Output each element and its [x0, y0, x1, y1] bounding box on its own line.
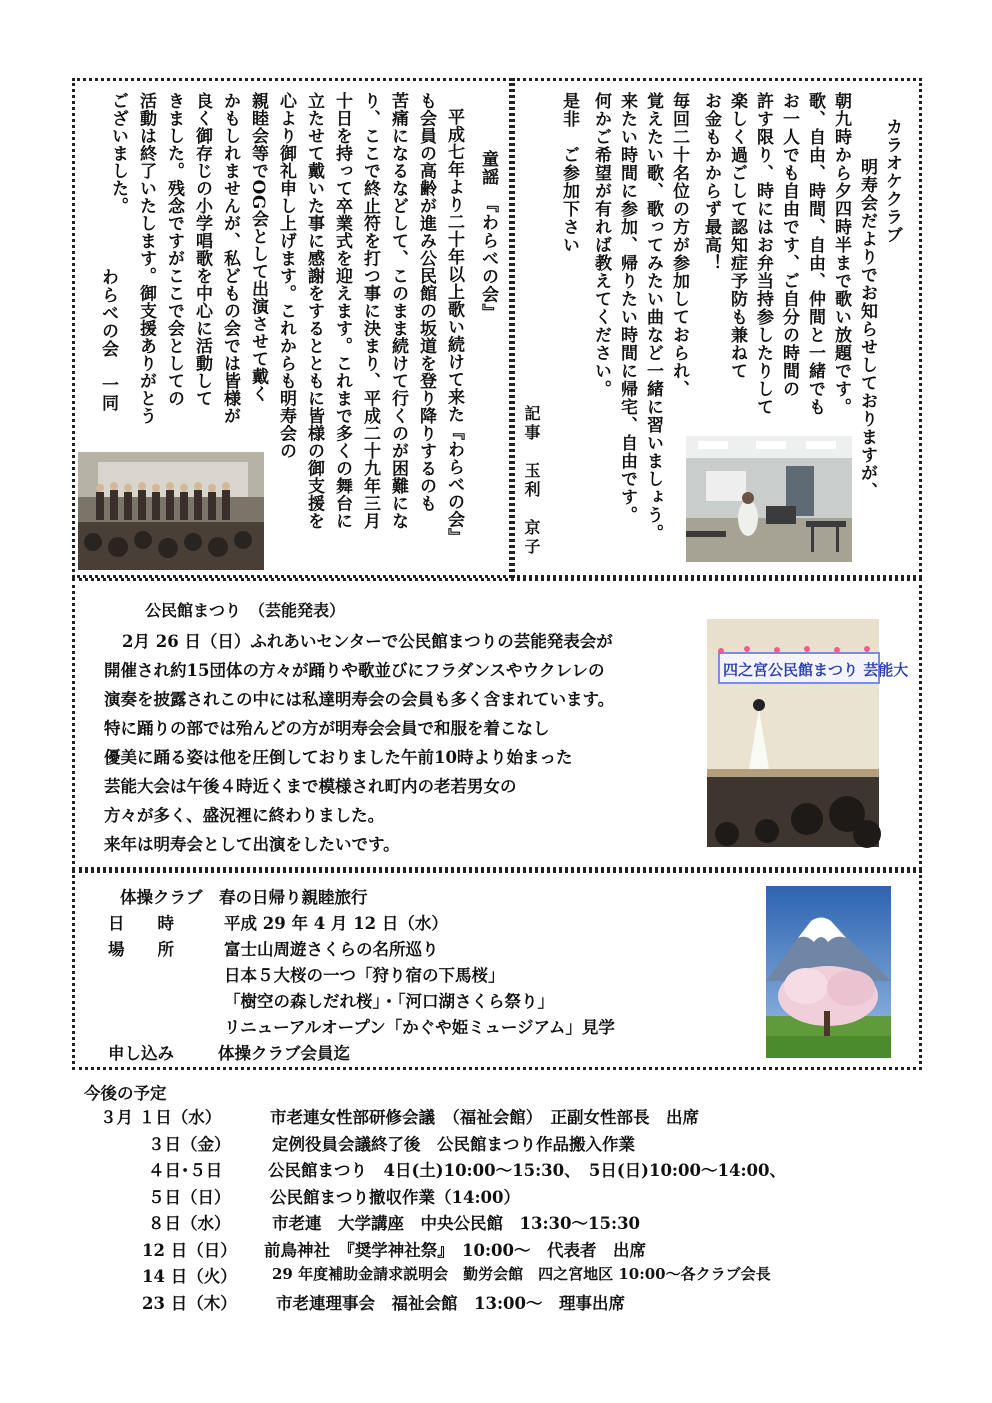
warabe-text-column: かもしれませんが、私どもの会では皆様が	[220, 92, 240, 425]
schedule-item	[0, 1157, 960, 1181]
trip-row	[0, 910, 760, 934]
karaoke-text-column: 覚えたい歌、歌ってみたい曲など一緒に習いましょう。	[643, 92, 663, 542]
karaoke-text-column: 毎回二十名位の方が参加しておられ、	[669, 92, 689, 398]
trip-row-label: 申し込み	[108, 1044, 174, 1063]
schedule-item	[0, 1237, 960, 1261]
schedule-text: 市老連 大学講座 中央公民館 13:30～15:30	[272, 1214, 641, 1233]
trip-row	[0, 936, 760, 960]
warabe-text-column: 苦痛になるなどして、このまま続けて行くのが困難にな	[388, 92, 408, 530]
schedule-text: 市老連理事会 福祉会館 13:00～ 理事出席	[276, 1293, 626, 1313]
warabe-text-column: 活動は終了いたします。御支援ありがとう	[136, 92, 156, 425]
festival-text-line: 方々が多く、盛況裡に終わりました。	[104, 806, 385, 825]
schedule-text: 29 年度補助金請求説明会 勤労会館 四之宮地区 10:00～各クラブ会長	[272, 1265, 771, 1283]
karaoke-text-column: お一人でも自由です、ご自分の時間の	[779, 92, 799, 398]
schedule-date: ８日（水）	[148, 1214, 231, 1233]
karaoke-title: カラオケクラブ	[882, 118, 902, 244]
warabe-signature: わらべの会 一同	[98, 268, 118, 412]
trip-row	[0, 988, 760, 1012]
schedule-item	[0, 1131, 960, 1155]
festival-text-line: 特に踊りの部では殆んどの方が明寿会会員で和服を着こなし	[104, 719, 550, 738]
schedule-text: 前鳥神社 『奨学神社祭』 10:00～ 代表者 出席	[264, 1240, 647, 1260]
warabe-title: 童謡 『わらべの会』	[478, 150, 498, 322]
trip-row-value: 「樹空の森しだれ桜」・「河口湖さくら祭り」	[224, 992, 554, 1011]
festival-text-line: 芸能大会は午後４時近くまで模様され町内の老若男女の	[104, 777, 517, 796]
schedule-date: ３月 １日（水）	[100, 1108, 222, 1127]
karaoke-text-column: お金もかからず最高！	[701, 92, 721, 272]
karaoke-text-column: 朝九時から夕四時半まで歌い放題です。	[831, 92, 851, 416]
schedule-date: 12 日（日）	[142, 1240, 237, 1260]
festival-text-line: 優美に踊る姿は他を圧倒しておりました午前10時より始まった	[104, 748, 573, 767]
warabe-text-column: り、ここで終止符を打つ事に決まり、平成二十九年三月	[360, 92, 380, 530]
trip-row-label: 日 時	[108, 914, 174, 933]
schedule-item	[0, 1184, 960, 1208]
schedule-item	[0, 1104, 960, 1128]
schedule-date: 14 日（火）	[142, 1267, 237, 1286]
warabe-choir-photo	[78, 452, 264, 570]
karaoke-room-photo	[686, 436, 852, 562]
warabe-text-column: 平成七年より二十年以上歌い続けて来た『わらべの会』	[444, 108, 464, 546]
schedule-item	[0, 1263, 960, 1287]
karaoke-text-column: 何かご希望が有れば教えてください。	[591, 92, 611, 398]
karaoke-text-column: 明寿会だよりでお知らせしておりますが、	[857, 158, 877, 500]
warabe-text-column: 十日を持って卒業式を迎えます。これまで多くの舞台に	[332, 92, 352, 530]
schedule-date: ５日（日）	[148, 1187, 231, 1207]
trip-row	[0, 1040, 760, 1064]
trip-row	[0, 1014, 760, 1038]
schedule-date: ３日（金）	[148, 1134, 231, 1154]
festival-stage-photo	[707, 619, 909, 847]
trip-title: 体操クラブ 春の日帰り親睦旅行	[120, 888, 368, 907]
karaoke-text-column: 歌、自由、時間、自由、仲間と一緒でも	[805, 92, 825, 416]
festival-text-line: 演奏を披露されこの中には私達明寿会の会員も多く含まれています。	[104, 690, 615, 709]
festival-banner-text: 四之宮公民館まつり 芸能大	[723, 661, 909, 679]
fuji-sakura-picture	[766, 886, 891, 1058]
schedule-title: 今後の予定	[84, 1084, 167, 1103]
schedule-text: 公民館まつり 4日(土)10:00～15:30、 5日(日)10:00～14:00、	[268, 1161, 786, 1180]
warabe-text-column: ございました。	[108, 92, 128, 215]
warabe-text-column: きました。残念ですがここで会としての	[164, 92, 184, 407]
warabe-text-column: も会員の高齢が進み公民館の坂道を登り降りするのも	[416, 92, 436, 512]
trip-row	[0, 962, 760, 986]
warabe-text-column: 心より御礼申し上げます。これからも明寿会の	[276, 92, 296, 460]
karaoke-author: 記事 玉利 京子	[522, 405, 541, 557]
trip-row-label: 場 所	[108, 940, 174, 959]
schedule-text: 市老連女性部研修会議 （福祉会館） 正副女性部長 出席	[270, 1108, 699, 1127]
karaoke-text-column: 来たい時間に参加、帰りたい時間に帰宅、自由です。	[617, 92, 637, 524]
warabe-text-column: 立たせて戴いた事に感謝をするとともに皆様の御支援を	[304, 92, 324, 530]
festival-title: 公民館まつり （芸能発表）	[145, 601, 346, 620]
trip-row-value: 日本５大桜の一つ「狩り宿の下馬桜」	[224, 966, 505, 985]
karaoke-text-column: 楽しく過ごして認知症予防も兼ねて	[727, 92, 747, 380]
trip-row-value: 平成 29 年 4 月 12 日（水）	[224, 914, 448, 933]
schedule-item	[0, 1290, 960, 1314]
warabe-text-column: 親睦会等でOG会として出演させて戴く	[248, 92, 268, 403]
karaoke-text-column: 是非 ご参加下さい	[559, 92, 579, 254]
trip-row-value: 体操クラブ会員迄	[218, 1044, 350, 1063]
schedule-date: 23 日（木）	[142, 1293, 237, 1313]
trip-row-value: 富士山周遊さくらの名所巡り	[224, 940, 439, 959]
karaoke-text-column: 許す限り、時にはお弁当持参したりして	[753, 92, 773, 416]
festival-text-line: 来年は明寿会として出演をしたいです。	[104, 835, 400, 854]
schedule-item	[0, 1210, 960, 1234]
schedule-text: 定例役員会議終了後 公民館まつり作品搬入作業	[272, 1134, 635, 1154]
trip-row-value: リニューアルオープン「かぐや姫ミュージアム」見学	[224, 1018, 615, 1037]
schedule-text: 公民館まつり撤収作業（14:00）	[270, 1187, 521, 1207]
festival-text-line: 開催され約15団体の方々が踊りや歌並びにフラダンスやウクレレの	[104, 661, 605, 680]
warabe-text-column: 良く御存じの小学唱歌を中心に活動して	[192, 92, 212, 407]
schedule-date: ４日･５日	[148, 1161, 223, 1180]
festival-text-line: 2月 26 日（日）ふれあいセンターで公民館まつりの芸能発表会が	[122, 632, 613, 651]
